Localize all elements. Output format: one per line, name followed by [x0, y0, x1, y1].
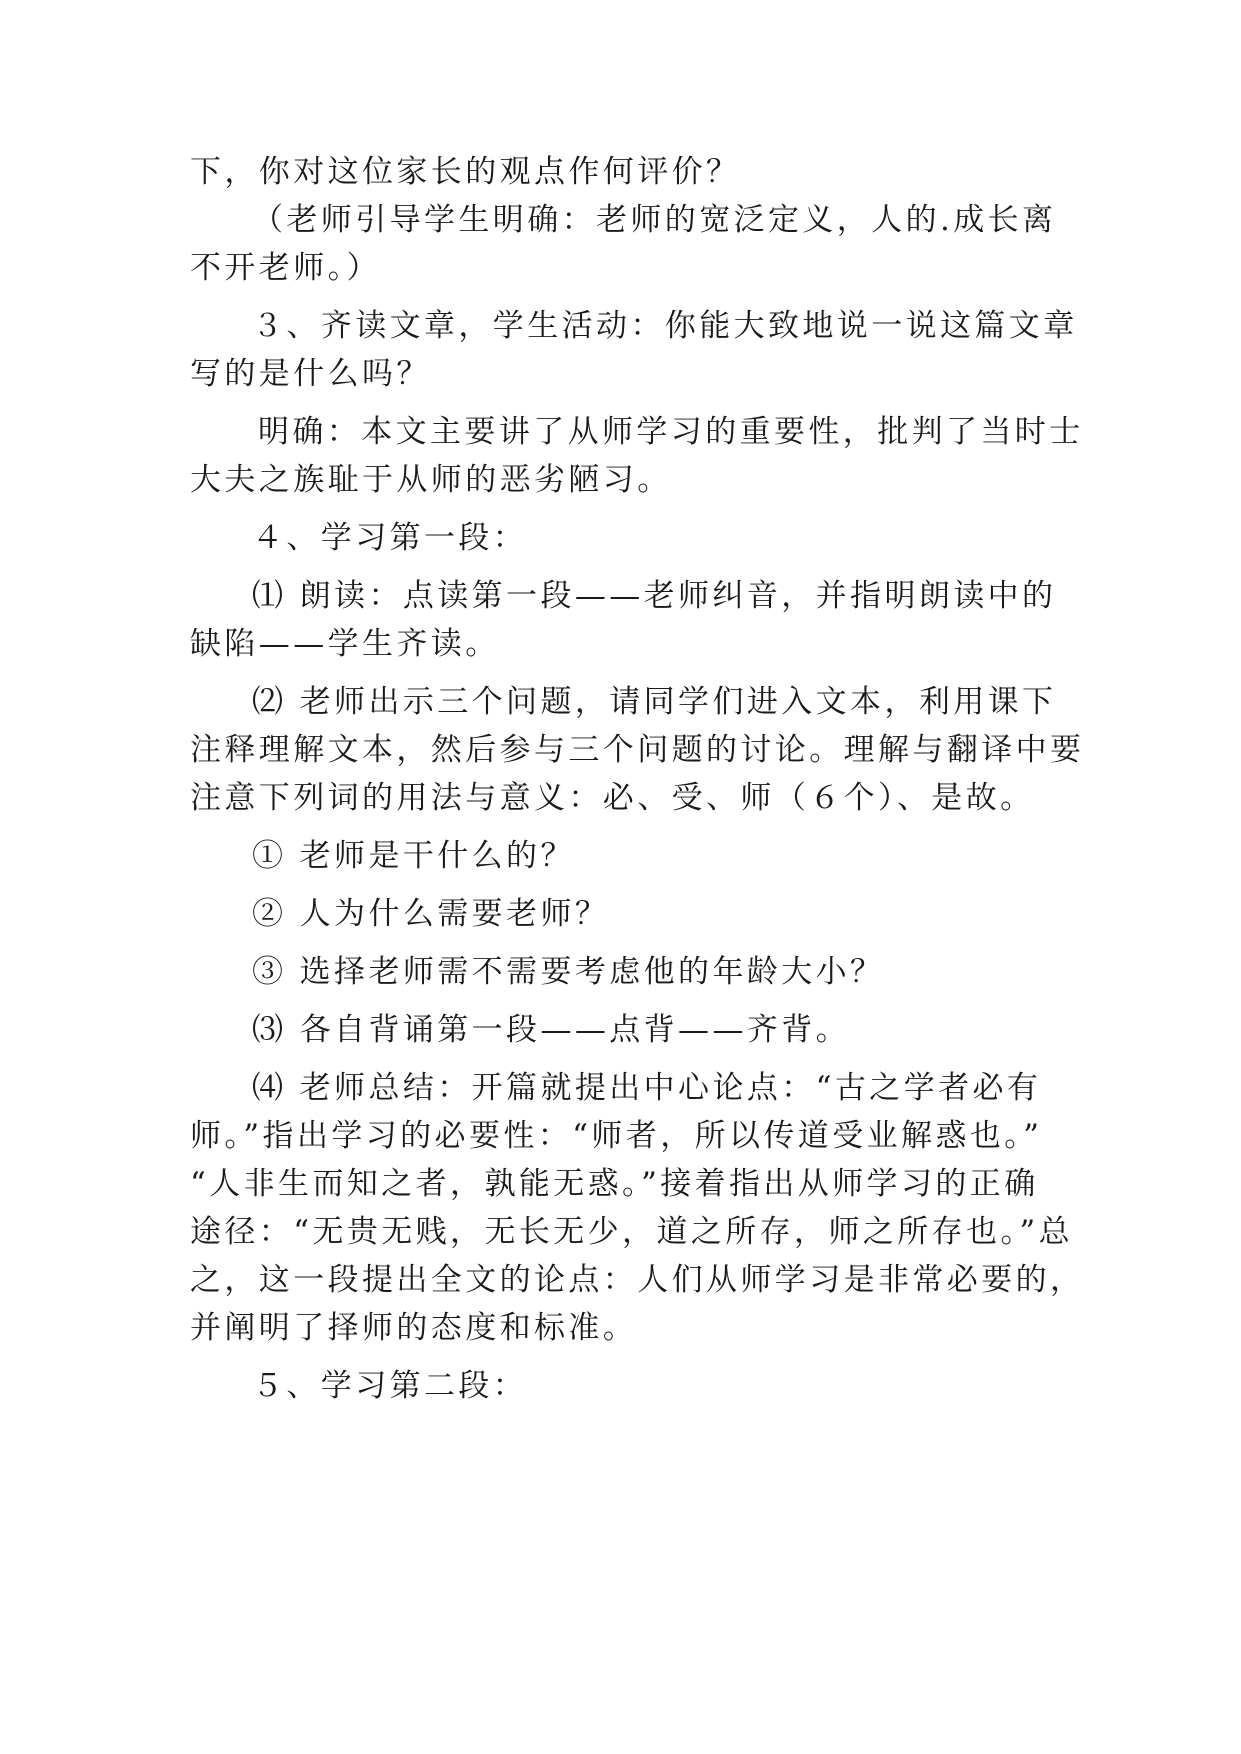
text-line: 写的是什么吗？ — [190, 356, 431, 392]
text-line: 之，这一段提出全文的论点：人们从师学习是非常必要的， — [190, 1262, 1085, 1298]
text-line: ４、学习第一段： — [252, 520, 528, 556]
text-line: ② 人为什么需要老师？ — [252, 896, 610, 932]
text-line: 注意下列词的用法与意义：必、受、师（６个）、是故。 — [190, 780, 1035, 816]
text-line: 并阐明了择师的态度和标准。 — [190, 1310, 638, 1346]
text-line: 下，你对这位家长的观点作何评价？ — [190, 154, 741, 190]
text-line: ① 老师是干什么的？ — [252, 838, 575, 874]
text-line: ③ 选择老师需不需要考虑他的年龄大小？ — [252, 954, 885, 990]
text-line: 明确：本文主要讲了从师学习的重要性，批判了当时士 — [258, 414, 1084, 450]
text-line: “人非生而知之者，孰能无惑。”接着指出从师学习的正确 — [190, 1166, 1039, 1202]
text-line: ⑶ 各自背诵第一段——点背——齐背。 — [252, 1012, 851, 1048]
text-line: 大夫之族耻于从师的恶劣陋习。 — [190, 462, 672, 498]
text-line: 不开老师。） — [190, 250, 381, 286]
text-line: ⑵ 老师出示三个问题，请同学们进入文本，利用课下 — [252, 684, 1057, 720]
text-line: 缺陷——学生齐读。 — [190, 626, 500, 662]
text-line: ⑴ 朗读：点读第一段——老师纠音，并指明朗读中的 — [252, 578, 1057, 614]
text-line: ５、学习第二段： — [252, 1368, 528, 1404]
text-line: （老师引导学生明确：老师的宽泛定义，人的.成长离 — [252, 202, 1057, 238]
text-line: ３、齐读文章，学生活动：你能大致地说一说这篇文章 — [252, 308, 1078, 344]
text-line: 注释理解文本，然后参与三个问题的讨论。理解与翻译中要 — [190, 732, 1085, 768]
text-line: ⑷ 老师总结：开篇就提出中心论点：“古之学者必有 — [252, 1070, 1042, 1106]
text-line: 师。”指出学习的必要性：“师者，所以传道受业解惑也。” — [190, 1118, 1043, 1154]
text-line: 途径：“无贵无贱，无长无少，道之所存，师之所存也。”总 — [190, 1214, 1073, 1250]
